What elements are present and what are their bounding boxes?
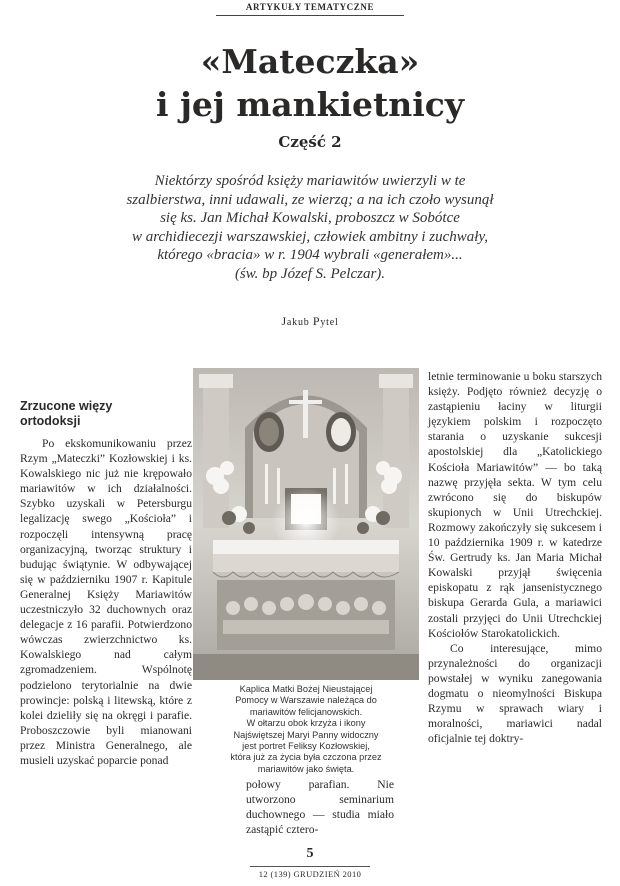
caption-line: Pomocy w Warszawie należąca do [235, 695, 377, 706]
section-label: ARTYKUŁY TEMATYCZNE [245, 2, 375, 12]
header-rule [216, 15, 404, 16]
caption-line: Kaplica Matki Bożej Nieustającej [239, 684, 373, 694]
caption-line: W ołtarzu obok krzyża i ikony [246, 718, 366, 729]
caption-line: Najświętszej Maryi Panny widoczny [233, 729, 379, 740]
article-title [0, 40, 620, 126]
text-column-2 [246, 777, 394, 837]
text-column-3 [428, 369, 602, 746]
caption-line: mariawitów jako święta. [257, 763, 355, 774]
issue-info: 12 (139) GRUDZIEŃ 2010 [258, 869, 362, 879]
lede-line: którego «bracia» w r. 1904 wybrali «generałem»... [157, 247, 463, 264]
article-lede [120, 172, 500, 284]
lede-line: się ks. Jan Michał Kowalski, proboszcz w Sobótce [160, 210, 460, 227]
section-heading: Zrzucone więzy ortodoksji [20, 399, 113, 428]
author-byline: Jakub Pytel [281, 314, 339, 328]
lede-line: (św. bp Józef S. Pelczar). [234, 265, 386, 282]
lede-line: w archidiecezji warszawskiej, człowiek ambitny i zuchwały, [131, 228, 489, 245]
footer-rule [250, 866, 370, 867]
body-paragraph: połowy parafian. Nie utworzono seminarium duchownego — studia miało zastąpić cztero- [246, 778, 394, 837]
text-column-1 [20, 399, 192, 768]
body-paragraph: Co interesujące, mimo przynależności do organizacji powstałej w wyniku zanegowania dogmatu o nieomylności Biskupa Rzymu w sprawach wiary i moralności, mariawici nadal oficjalnie tej doktry- [428, 641, 602, 746]
caption-line: mariawitów felicjanowskich. [249, 706, 363, 717]
chapel-altar-image [193, 368, 419, 680]
photo-caption [193, 684, 419, 775]
title-line-2: i jej mankietnicy [155, 85, 465, 124]
body-paragraph: Po ekskomunikowaniu przez Rzym „Mateczki” Kozłowskiej i ks. Kowalskiego nic już nie krępowało mariawitów w ich działalności. Szybko uzyskali w Petersburgu legalizację swego „Kościoła” i rozpoczęli intensywną pracę organizacyjną, tworząc struktury i budując świątynie. W odbywającej się w październiku 1907 r. Kapitule Generalnej Księży Mariawitów uczestniczyło 32 duchownych oraz delegacje z 16 parafii. Potwierdzono wówczas zwierzchnictwo ks. Kowalskiego nad całym zgromadzeniem. Wspólnotę podzielono terytorialnie na dwie prowincje: polską i litewską, które z kolei dzieliły się na okręgi i parafie. Proboszczowie byli mianowani przez Ministra Generalnego, ale musieli uzyskać poparcie ponad [20, 437, 192, 767]
page-number: 5 [306, 846, 314, 861]
caption-line: która już za życia była czczona przez [230, 752, 382, 763]
lede-line: szalbierstwa, inni udawali, ze wierzą; a na ich czoło wysunął [126, 191, 494, 208]
body-paragraph: letnie terminowanie u boku starszych księży. Podjęto również decyzję o zastąpieniu łaciny w liturgii językiem polskim i rozpoczęto starania o uzyskanie sukcesji apostolskiej dla „Katolickiego Kościoła Mariawitów” — bo taką nazwę przyjęła sekta. W tym celu zwrócono się do biskupów skupionych w Unii Utrechckiej. Rozmowy zakończyły się sukcesem i 10 października 1909 r. w katedrze Św. Gertrudy ks. Jan Maria Michał Kowalski przyjął święcenia episkopatu z rąk jansenistycznego biskupa Gerarda Gula, a mariawici zostali przyjęci do Unii Utrechckiej Kościołów Starokatolickich. [428, 370, 602, 640]
caption-line: jest portret Feliksy Kozłowskiej, [242, 741, 370, 752]
lede-line: Niektórzy spośród księży mariawitów uwierzyli w te [154, 173, 466, 189]
article-subtitle: Część 2 [278, 133, 342, 151]
chapel-altar-photo [193, 368, 419, 680]
title-line-1: «Mateczka» [200, 42, 420, 81]
